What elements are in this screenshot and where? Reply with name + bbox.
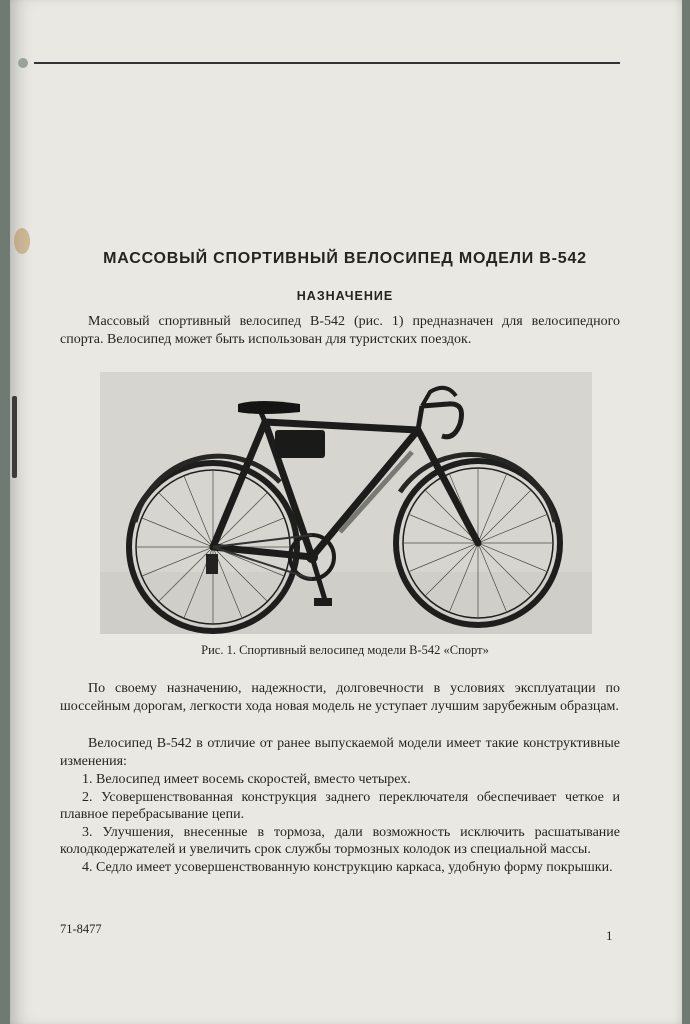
list-item: 1. Велосипед имеет восемь скоростей, вместо четырех. <box>82 772 411 787</box>
intro-paragraph: Массовый спортивный велосипед В-542 (рис. 1) предназначен для велосипедного спорта. Велосипед может быть использован для туристских поездок. <box>60 314 620 347</box>
bicycle-figure <box>100 372 592 634</box>
staple-binding <box>12 396 17 478</box>
list-item: 4. Седло имеет усовершенствованную конструкцию каркаса, удобную форму покрышки. <box>82 859 613 875</box>
list-item: 2. Усовершенствованная конструкция заднего переключателя обеспечивает четкое и плавное перебрасывание цепи. <box>60 789 620 822</box>
page-title: МАССОВЫЙ СПОРТИВНЫЙ ВЕЛОСИПЕД МОДЕЛИ В-542 <box>103 250 587 267</box>
changes-intro-text: Велосипед В-542 в отличие от ранее выпускаемой модели имеет такие конструктивные изменения: <box>60 736 620 769</box>
changes-list <box>60 771 620 876</box>
figure-caption: Рис. 1. Спортивный велосипед модели В-542 «Спорт» <box>201 643 489 657</box>
performance-paragraph: По своему назначению, надежности, долговечности в условиях эксплуатации по шоссейным дорогам, легкости хода новая модель не уступает лучшим зарубежным образцам. <box>60 681 620 714</box>
page-number: 1 <box>606 928 613 943</box>
header-rule <box>34 62 620 64</box>
changes-intro-paragraph <box>60 735 620 770</box>
print-code: 71-8477 <box>60 922 102 936</box>
list-item: 3. Улучшения, внесенные в тормоза, дали возможность исключить расшатывание колодкодержателей и увеличить срок службы тормозных колодок из специальной массы. <box>60 824 620 857</box>
section-heading: НАЗНАЧЕНИЕ <box>296 289 394 303</box>
bicycle-photo-icon <box>100 372 592 634</box>
binding-hole <box>18 58 28 68</box>
